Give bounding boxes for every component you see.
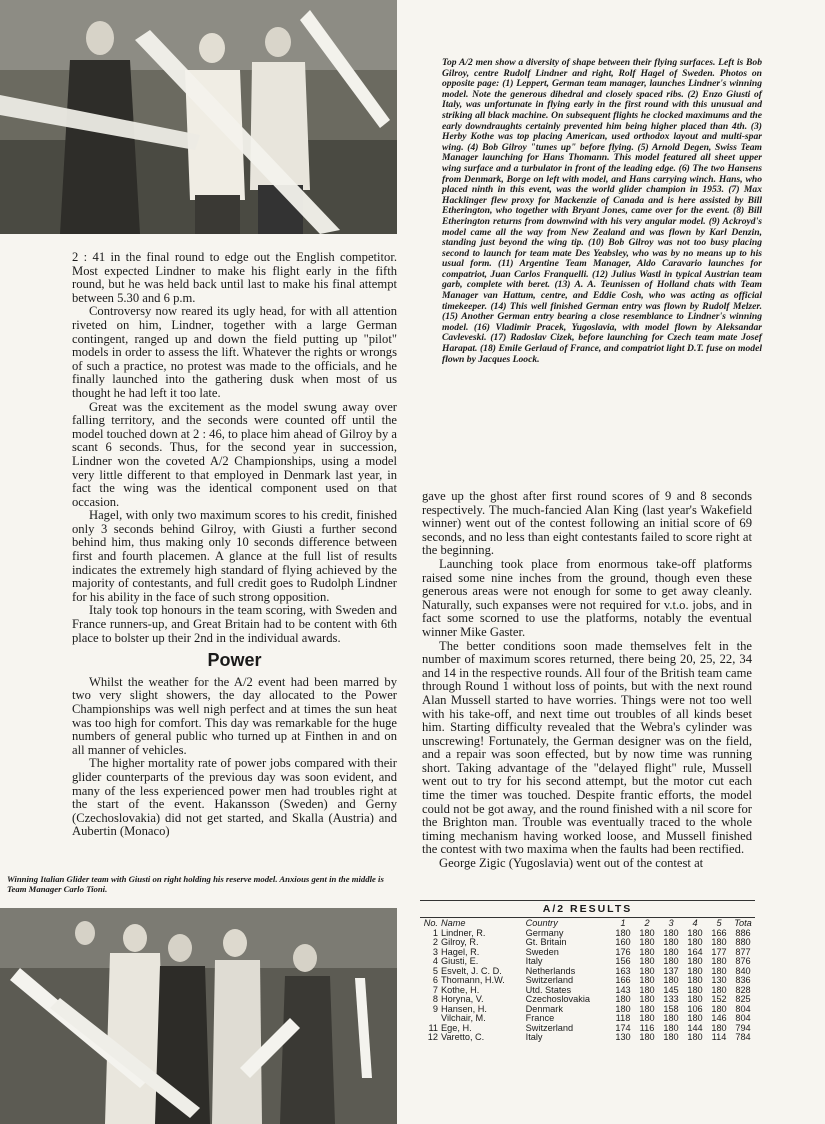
cell-r2: 180 <box>639 1003 655 1014</box>
cell-r1: 118 <box>615 1013 631 1023</box>
cell-r1: 180 <box>615 1003 631 1014</box>
cell-r4: 180 <box>687 1032 703 1042</box>
cell-r3: 180 <box>663 1013 679 1023</box>
cell-total: 886 <box>735 927 751 938</box>
results-title: A/2 RESULTS <box>420 900 755 918</box>
results-header-row <box>420 918 755 929</box>
cell-no: 9 <box>432 1003 438 1014</box>
cell-r2: 180 <box>639 1032 655 1042</box>
cell-total: 840 <box>735 965 751 976</box>
cell-no: 8 <box>432 994 438 1004</box>
paragraph: 2 : 41 in the final round to edge out the English competitor. Most expected Lindner to make his flight early in the fifth round, but he was held back until last to make his final attempt between 5.30 and 6 p.m. <box>72 250 397 305</box>
cell-name: Hansen, H. <box>441 1003 487 1014</box>
cell-no: 7 <box>432 984 438 995</box>
cell-country: Czechoslovakia <box>525 994 590 1004</box>
cell-name: Vilchair, M. <box>441 1013 486 1023</box>
cell-country: Gt. Britain <box>525 937 567 947</box>
cell-r4: 144 <box>687 1022 703 1033</box>
cell-r1: 163 <box>615 965 631 976</box>
photo-italian-glider-team <box>0 908 397 1124</box>
cell-r3: 180 <box>663 927 679 938</box>
header-name: Name <box>441 918 466 928</box>
cell-country: Sweden <box>525 946 559 957</box>
cell-r5: 130 <box>711 975 727 985</box>
paragraph: Whilst the weather for the A/2 event had been marred by two very slight showers, the day allocated to the Power Championships was well nigh perfect and at times the sun heat was too high for comfort. This day was remarkable for the huge numbers of general public who turned up at Finthen in and on all manner of vehicles. <box>72 674 397 757</box>
cell-r5: 166 <box>711 927 727 938</box>
cell-country: Netherlands <box>525 965 576 976</box>
cell-no: 5 <box>432 965 438 976</box>
cell-no: 12 <box>427 1032 438 1042</box>
paragraph: Great was the excitement as the model swung away over falling territory, and the seconds were counted off until the model touched down at 2 : 46, to place him ahead of Gilroy by a scant 6 seconds. Thus, for the second year in succession, Lindner won the coveted A/2 Championships, using a model very little different to that employed in Denmark last year, in fact the wing was the identical component used on that occasion. <box>72 399 397 509</box>
header-total: Tota <box>734 918 752 928</box>
cell-r1: 143 <box>615 984 631 995</box>
cell-no: 1 <box>432 927 438 938</box>
paragraph: Launching took place from enormous take-off platforms raised some nine inches from the ground, though even these generous areas were not enough for some to get away cleanly. Naturally, such expanses were not required for v.t.o. jobs, and in fact some scorned to use the platforms, notably the eventual winner Mike Gaster. <box>422 556 752 639</box>
paragraph: Italy took top honours in the team scoring, with Sweden and France runners-up, and Great Britain had to be content with 6th place to bolster up their 2nd in the individual awards. <box>72 603 397 645</box>
cell-r4: 180 <box>687 965 703 976</box>
cell-country: Italy <box>525 1032 543 1042</box>
cell-r3: 180 <box>663 1022 679 1033</box>
cell-country: Utd. States <box>525 984 572 995</box>
cell-r2: 180 <box>639 937 655 947</box>
cell-r5: 180 <box>711 965 727 976</box>
header-round-5: 5 <box>716 918 722 928</box>
cell-r2: 180 <box>639 946 655 957</box>
cell-r2: 180 <box>639 1013 655 1023</box>
cell-r4: 180 <box>687 956 703 966</box>
cell-name: Varetto, C. <box>441 1032 485 1042</box>
photo-caption-bottom: Winning Italian Glider team with Giusti on right holding his reserve model. Anxious gent in the middle is Team Manager Carlo Tioni. <box>7 874 384 894</box>
cell-r4: 180 <box>687 927 703 938</box>
cell-r3: 180 <box>663 946 679 957</box>
cell-r4: 180 <box>687 975 703 985</box>
cell-r4: 106 <box>687 1003 703 1014</box>
cell-r3: 145 <box>663 984 679 995</box>
cell-r3: 180 <box>663 975 679 985</box>
cell-total: 880 <box>735 937 751 947</box>
cell-r3: 180 <box>663 956 679 966</box>
cell-r3: 180 <box>663 937 679 947</box>
results-body <box>420 929 755 1043</box>
cell-r1: 156 <box>615 956 631 966</box>
cell-r2: 180 <box>639 984 655 995</box>
cell-r2: 180 <box>639 927 655 938</box>
cell-r4: 164 <box>687 946 703 957</box>
cell-total: 828 <box>735 984 751 995</box>
cell-r5: 146 <box>711 1013 727 1023</box>
paragraph: The better conditions soon made themselves felt in the number of maximum scores returned, there being 20, 25, 22, 34 and 14 in the respective rounds. All four of the British team came through Round 1 without loss of points, but with the next round Alan Mussell started to have worries. Things were not too well with his take-off, and next time out troubles of all kinds beset him. Starting difficulty revealed that the Webra's cylinder was unscrewing! Fortunately, the German designer was on the field, and a repair was soon effected, but by now time was running short. Taking advantage of the "delayed flight" rule, Mussell went out to try for his second attempt, but the motor cut each time the timer was touched. Despite frantic efforts, the model could not be got away, and the round finished with a nil score for the Brighton man. Trouble was eventually traced to the whole timing mechanism having worked loose, and Mussell finished the contest with two maxima when the faults had been rectified. <box>422 638 752 857</box>
cell-name: Kothe, H. <box>441 984 480 995</box>
cell-no: 6 <box>432 975 438 985</box>
cell-r5: 180 <box>711 956 727 966</box>
cell-r4: 180 <box>687 984 703 995</box>
cell-total: 794 <box>735 1022 751 1033</box>
cell-r5: 180 <box>711 984 727 995</box>
cell-r2: 180 <box>639 956 655 966</box>
cell-r5: 180 <box>711 1003 727 1014</box>
cell-country: Switzerland <box>525 975 574 985</box>
results-grid <box>420 918 755 1043</box>
cell-r4: 180 <box>687 994 703 1004</box>
cell-r1: 180 <box>615 994 631 1004</box>
paragraph: The higher mortality rate of power jobs compared with their glider counterparts of the previous day was soon evident, and many of the less experienced power men had troubles right at the start of the event. Hakansson (Sweden) and Gerny (Czechoslovakia) did not get started, and Skalla (Austria) and Aubertin (Monaco) <box>72 756 397 839</box>
cell-r2: 180 <box>639 965 655 976</box>
cell-name: Hagel, R. <box>441 946 480 957</box>
cell-name: Gilroy, R. <box>441 937 479 947</box>
cell-r1: 130 <box>615 1032 631 1042</box>
cell-no: 2 <box>432 937 438 947</box>
cell-r3: 137 <box>663 965 679 976</box>
cell-name: Lindner, R. <box>441 927 486 938</box>
header-round-1: 1 <box>620 918 626 928</box>
paragraph: gave up the ghost after first round scores of 9 and 8 seconds respectively. The much-fancied Alan King (last year's Wakefield winner) went out of the contest following an initial score of 69 seconds, and no less than eight contestants failed to score right at the beginning. <box>422 489 752 558</box>
cell-name: Horyna, V. <box>441 994 484 1004</box>
cell-total: 784 <box>735 1032 751 1042</box>
table-row <box>420 1033 755 1043</box>
cell-name: Esvelt, J. C. D. <box>441 965 502 976</box>
cell-country: France <box>525 1013 555 1023</box>
header-no: No. <box>423 918 438 928</box>
cell-country: Switzerland <box>525 1022 574 1033</box>
cell-r5: 152 <box>711 994 727 1004</box>
paragraph: Controversy now reared its ugly head, for with all attention riveted on him, Lindner, together with a large German contingent, ranged up and down the field putting up "pilot" models in order to assess the lift. Whatever the rights or wrongs of such a practice, no protest was made to the officials, and he finally launched into the gathering dusk when most of us thought he had left it too late. <box>72 304 397 400</box>
section-heading-power: Power <box>207 650 262 671</box>
cell-r1: 174 <box>615 1022 631 1033</box>
cell-r2: 116 <box>639 1022 655 1033</box>
header-country: Country <box>525 918 558 928</box>
cell-r3: 133 <box>663 994 679 1004</box>
article-column-left <box>72 251 397 839</box>
cell-r4: 180 <box>687 1013 703 1023</box>
cell-r1: 160 <box>615 937 631 947</box>
photo-caption-top: Top A/2 men show a diversity of shape between their flying surfaces. Left is Bob Gilroy, centre Rudolf Lindner and right, Rolf Hagel of Sweden. Photos on opposite page: (1) Leppert, German team manager, launches Lindner's winning model. Note the generous dihedral and closely spaced ribs. (2) Enzo Giusti of Italy, was unfortunate in flying early in the first round with this unusual and striking all black machine. On subsequent flights he clocked maximums and the early downdraughts certainly prevented him being higher placed than 4th. (3) Herby Kothe was top placing American, used orthodox layout and multi-spar wing. (4) Bob Gilroy "tunes up" before flying. (5) Arnold Degen, Swiss Team Manager launching for Hans Thomann. This model featured all sheet upper wing surface and a turbulator in front of the leading edge. (6) The two Hansens from Denmark, Borge on left with model, and Hans carrying winch. Hans, who placed ninth in this event, was the world glider champion in 1953. (7) Max Hacklinger flew proxy for Mackenzie of Canada and is here assisted by Bill Etherington, who together with Bryant Jones, came over for the event. (8) Bill Etherington returns from downwind with his very angular model. (9) Ackroyd's model came all the way from New Zealand and was flown by Karl Denzin, standing just beyond the wing tip. (10) Bob Gilroy was not too busy placing second to launch for team mate Des Yeabsley, who was by no means up to his usual form. (11) Argentine Team Manager, Aldo Caravario launches for compatriot, Juan Carlos Franquelli. (12) Julius Wastl in typical Austrian team garb, complete with beret. (13) A. A. Teunissen of Holland chats with Team Manager van Hattum, centre, and Eddie Cosh, who was acting as official timekeeper. (14) This well finished German entry was flown by Rudolf Melzer. (15) Another German entry bearing a close resemblance to Lindner's winning model. (16) Vladimir Pracek, Yugoslavia, with model flown by Aleksandar Cavleveski. (17) Radoslav Cizek, before launching for Czech team mate Josef Harapat. (18) Emile Gerlaud of France, and compatriot light D.T. fuse on model flown by Jacques Loock. <box>442 57 762 365</box>
cell-total: 804 <box>735 1013 751 1023</box>
cell-r5: 114 <box>711 1032 727 1042</box>
cell-total: 836 <box>735 975 751 985</box>
cell-r2: 180 <box>639 975 655 985</box>
article-column-right <box>422 490 752 871</box>
cell-name: Ege, H. <box>441 1022 472 1033</box>
header-round-3: 3 <box>668 918 674 928</box>
cell-name: Thomann, H.W. <box>441 975 505 985</box>
cell-r3: 158 <box>663 1003 679 1014</box>
cell-r2: 180 <box>639 994 655 1004</box>
cell-country: Denmark <box>525 1003 563 1014</box>
header-round-4: 4 <box>692 918 698 928</box>
cell-no: 11 <box>428 1022 438 1033</box>
cell-r4: 180 <box>687 937 703 947</box>
cell-country: Germany <box>525 927 564 938</box>
cell-total: 876 <box>735 956 751 966</box>
cell-r1: 176 <box>615 946 631 957</box>
cell-total: 825 <box>735 994 751 1004</box>
cell-r5: 180 <box>711 1022 727 1033</box>
cell-country: Italy <box>525 956 543 966</box>
cell-name: Giusti, E. <box>441 956 479 966</box>
cell-r3: 180 <box>663 1032 679 1042</box>
cell-r5: 180 <box>711 937 727 947</box>
cell-r5: 177 <box>711 946 727 957</box>
cell-total: 804 <box>735 1003 751 1014</box>
cell-total: 877 <box>735 946 751 957</box>
cell-no: 4 <box>432 956 438 966</box>
cell-r1: 166 <box>615 975 631 985</box>
paragraph: George Zigic (Yugoslavia) went out of the contest at <box>439 856 704 871</box>
cell-no: 3 <box>432 946 438 957</box>
a2-results-table <box>420 900 755 1043</box>
cell-r1: 180 <box>615 927 631 938</box>
photo-three-glider-flyers <box>0 0 397 234</box>
paragraph: Hagel, with only two maximum scores to his credit, finished only 3 seconds behind Gilroy, with Giusti a further second behind him, thus making only 10 seconds difference between first and fourth placemen. A glance at the full list of results indicates the extremely high standard of flying achieved by the majority of contestants, and full credit goes to Rudolph Lindner for his ability in the face of such strong opposition. <box>72 508 397 604</box>
header-round-2: 2 <box>644 918 650 928</box>
